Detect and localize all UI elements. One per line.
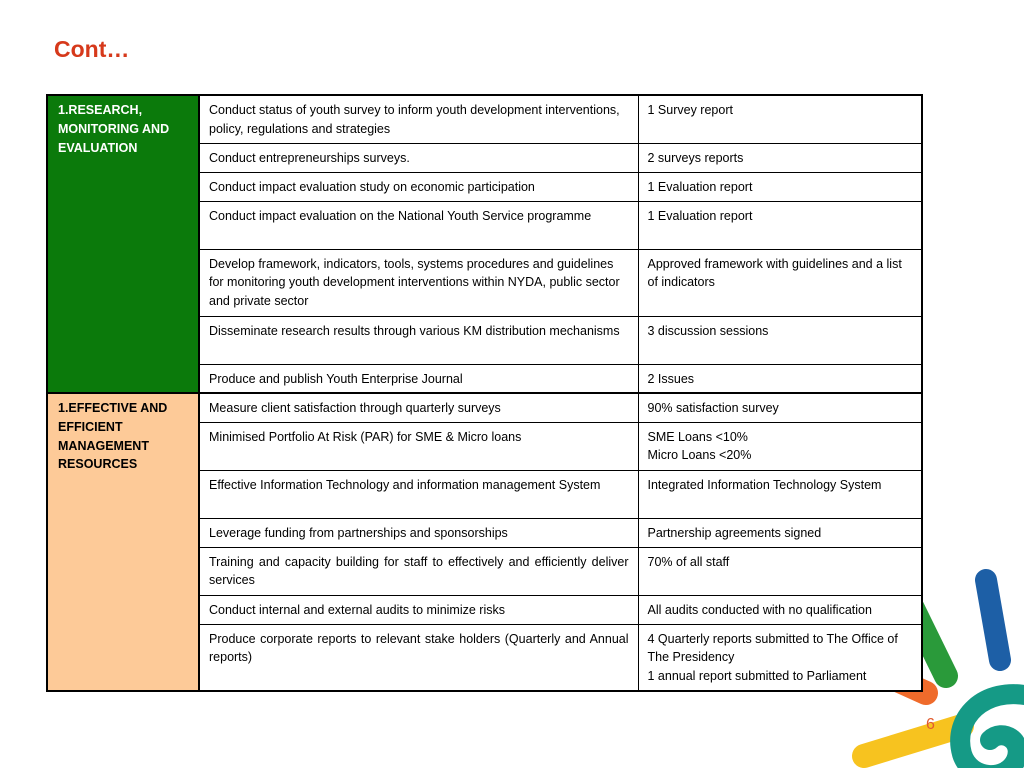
output-cell: 3 discussion sessions bbox=[638, 316, 922, 364]
output-cell: 70% of all staff bbox=[638, 547, 922, 595]
output-cell: 2 Issues bbox=[638, 364, 922, 393]
activity-cell: Conduct status of youth survey to inform youth development interventions, policy, regulations and strategies bbox=[199, 95, 638, 143]
output-cell: 2 surveys reports bbox=[638, 143, 922, 172]
activities-table bbox=[46, 94, 923, 692]
table-row bbox=[47, 95, 922, 143]
activity-cell: Minimised Portfolio At Risk (PAR) for SME & Micro loans bbox=[199, 422, 638, 470]
output-line: SME Loans <10% bbox=[647, 429, 748, 444]
activity-cell: Produce and publish Youth Enterprise Journal bbox=[199, 364, 638, 393]
activity-cell: Develop framework, indicators, tools, systems procedures and guidelines for monitoring youth development interventions within NYDA, public sector and private sector bbox=[199, 249, 638, 316]
program-cell-research: 1.RESEARCH, MONITORING AND EVALUATION bbox=[47, 95, 199, 393]
activity-cell: Leverage funding from partnerships and sponsorships bbox=[199, 518, 638, 547]
output-cell bbox=[638, 422, 922, 470]
output-cell: 90% satisfaction survey bbox=[638, 393, 922, 422]
output-cell: 1 Evaluation report bbox=[638, 201, 922, 249]
activity-cell: Conduct impact evaluation study on economic participation bbox=[199, 172, 638, 201]
output-cell: Approved framework with guidelines and a list of indicators bbox=[638, 249, 922, 316]
activity-cell: Conduct internal and external audits to minimize risks bbox=[199, 595, 638, 624]
activity-cell: Conduct entrepreneurships surveys. bbox=[199, 143, 638, 172]
output-cell: Integrated Information Technology System bbox=[638, 470, 922, 518]
output-cell: 1 Evaluation report bbox=[638, 172, 922, 201]
output-line: 1 annual report submitted to Parliament bbox=[647, 669, 867, 684]
activity-cell: Produce corporate reports to relevant stake holders (Quarterly and Annual reports) bbox=[199, 624, 638, 691]
output-line: 4 Quarterly reports submitted to The Office of The Presidency bbox=[647, 631, 898, 665]
page-title: Cont… bbox=[54, 36, 130, 62]
output-cell bbox=[638, 624, 922, 691]
output-cell: 1 Survey report bbox=[638, 95, 922, 143]
activity-cell: Conduct impact evaluation on the National Youth Service programme bbox=[199, 201, 638, 249]
output-line: Micro Loans <20% bbox=[647, 448, 752, 463]
activity-cell: Measure client satisfaction through quarterly surveys bbox=[199, 393, 638, 422]
page-number: 6 bbox=[926, 716, 935, 733]
activity-cell: Disseminate research results through various KM distribution mechanisms bbox=[199, 316, 638, 364]
program-cell-management: 1.EFFECTIVE AND EFFICIENT MANAGEMENT RESOURCES bbox=[47, 393, 199, 691]
output-cell: All audits conducted with no qualification bbox=[638, 595, 922, 624]
table-row bbox=[47, 393, 922, 422]
activity-cell: Training and capacity building for staff to effectively and efficiently deliver services bbox=[199, 547, 638, 595]
output-cell: Partnership agreements signed bbox=[638, 518, 922, 547]
activity-cell: Effective Information Technology and information management System bbox=[199, 470, 638, 518]
